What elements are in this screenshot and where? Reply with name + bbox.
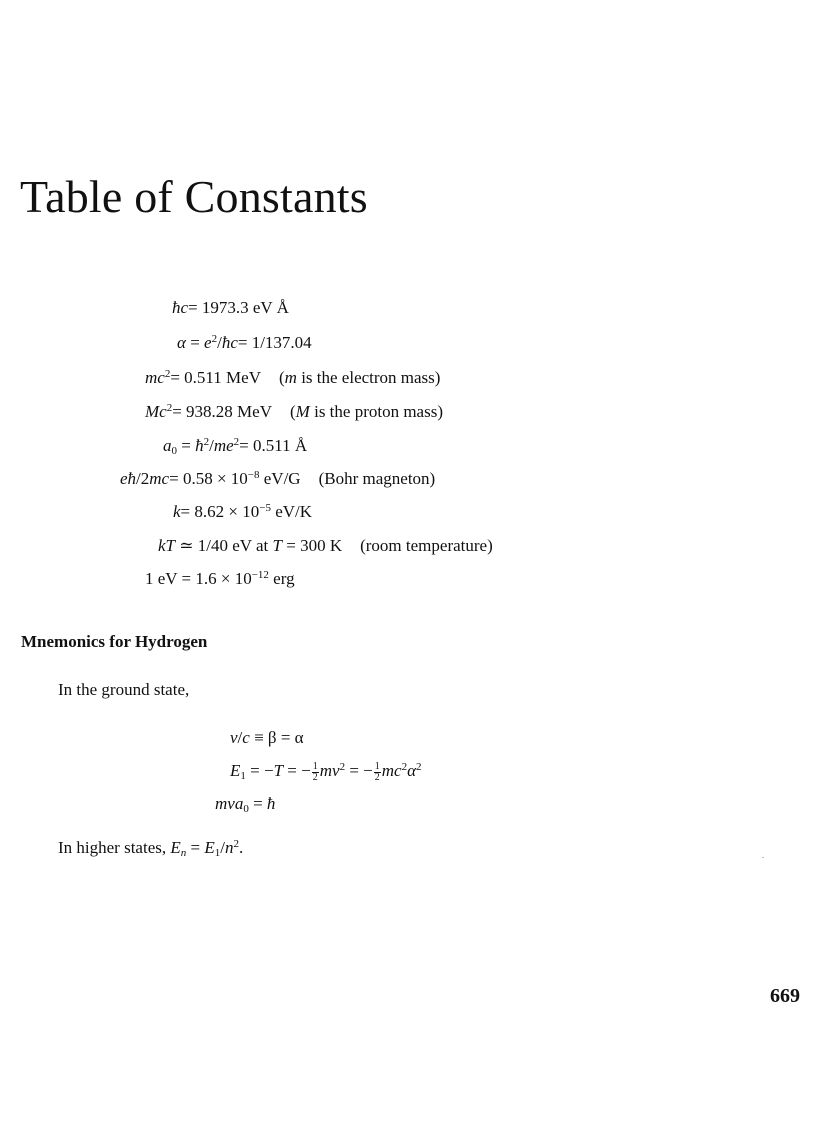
constant-bohr-radius: $a_0$ = $ħ^2/me^2= 0.511$ Å — [163, 436, 308, 457]
constant-boltzmann-value: = 8.62 × 10 — [180, 502, 260, 521]
paragraph-ground-state: In the ground state, — [58, 680, 190, 699]
constant-bohr-magneton-value: = 0.58 × 10 — [169, 469, 248, 488]
page-number: 669 — [770, 985, 800, 1007]
constant-fine-structure-value: = 1/137.04 — [237, 333, 312, 352]
constant-hbar-c: ħc= 1973.3 eV Å — [172, 298, 289, 317]
constant-electron-mass-value: = 0.511 MeV — [170, 368, 261, 387]
fraction-one-half: $\frac{1}{2}$ — [374, 760, 380, 783]
section-heading-mnemonics: Mnemonics for Hydrogen — [21, 632, 208, 651]
scan-speck — [762, 857, 764, 858]
paragraph-higher-states: In higher states, $E_n = E_1/n^2$. — [58, 838, 244, 859]
equation-velocity: v/c ≡ β = α — [230, 728, 304, 747]
constant-room-temperature-note: (room temperature) — [360, 536, 493, 555]
page-title: Table of Constants — [20, 171, 368, 222]
equation-angular-momentum: mva$_0$ = ħ — [215, 794, 276, 815]
constant-bohr-radius-value: = 0.511 Å — [239, 436, 308, 455]
constant-bohr-magneton: eħ/2mc= $0.58 \times 10^{-8}$ eV/G (Bohr magneton) — [120, 469, 436, 488]
constant-room-temperature: kT ≃ 1/40 eV at T = 300 K (room temperature) — [158, 536, 493, 555]
constant-ev-to-erg: 1 eV = $1.6 \times 10^{-12}$ erg — [145, 569, 295, 588]
constant-electron-mass: $mc^2= 0.511$ MeV (m is the electron mass) — [145, 368, 441, 387]
constant-proton-mass-note: (M is the proton mass) — [290, 402, 443, 421]
constant-hbar-c-value: = 1973.3 eV Å — [188, 298, 289, 317]
equation-ground-energy: $E_1 = -T$ = − $\frac{1}{2}$ $mv^2$ = − $\frac{1}{2}$ $mc^2\alpha^2$ — [230, 760, 422, 783]
constant-fine-structure: $\alpha = e^2/ħc= 1/137.04$ — [177, 333, 312, 352]
constant-proton-mass: $Mc^2= 938.28$ MeV (M is the proton mass) — [145, 402, 443, 421]
constant-electron-mass-note: (m is the electron mass) — [278, 368, 441, 387]
constant-boltzmann: $k= 8.62 \times 10^{-5}$ eV/K — [173, 502, 313, 521]
constant-proton-mass-value: = 938.28 MeV — [172, 402, 272, 421]
fraction-one-half: $\frac{1}{2}$ — [312, 760, 318, 783]
constant-bohr-magneton-note: (Bohr magneton) — [318, 469, 436, 488]
